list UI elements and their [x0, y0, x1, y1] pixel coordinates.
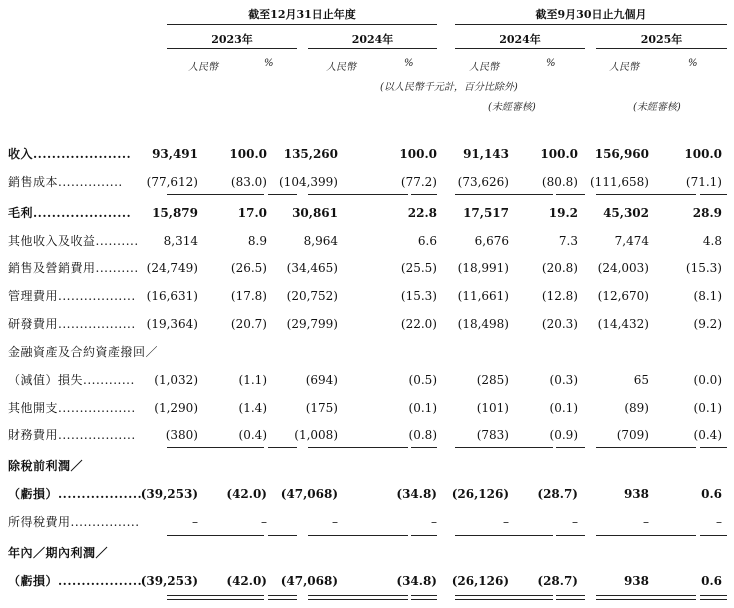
- table-row: [0, 316, 734, 332]
- table-cell: 6,676: [474, 234, 509, 248]
- table-row: [0, 260, 734, 276]
- table-row: [0, 205, 734, 221]
- table-cell: (26,126): [451, 487, 509, 501]
- table-cell: (18,991): [457, 261, 509, 275]
- table-cell: (1.1): [238, 373, 267, 387]
- year-rule-4: [596, 48, 727, 49]
- table-row: [0, 146, 734, 162]
- table-cell: (34.8): [396, 574, 437, 588]
- table-cell: (0.1): [408, 401, 437, 415]
- table-cell: –: [572, 515, 578, 529]
- col-label-rmb-1: 人民幣: [188, 62, 218, 73]
- table-row: [0, 458, 734, 474]
- table-cell: 938: [623, 574, 649, 588]
- table-cell: (0.8): [408, 428, 437, 442]
- table-cell: (16,631): [146, 289, 198, 303]
- table-cell: 4.8: [702, 234, 722, 248]
- row-label: 其他收入及收益..........: [8, 234, 139, 248]
- year-rule-3: [455, 48, 585, 49]
- table-cell: (47,068): [280, 487, 338, 501]
- header-rule-full-year: [167, 24, 437, 25]
- table-cell: (39,253): [140, 487, 198, 501]
- year-rule-1: [167, 48, 297, 49]
- table-cell: 7.3: [558, 234, 578, 248]
- table-cell: (1,008): [294, 428, 338, 442]
- table-cell: (12,670): [597, 289, 649, 303]
- period-full-year-header: 截至12月31日止年度: [248, 8, 356, 21]
- underline: [167, 194, 264, 195]
- table-cell: 17.0: [237, 206, 267, 220]
- row-label: 其他開支..................: [8, 401, 136, 415]
- table-cell: (1,290): [154, 401, 198, 415]
- row-label: 收入.....................: [8, 147, 132, 161]
- table-cell: 6.6: [417, 234, 437, 248]
- table-row: [0, 573, 734, 589]
- table-cell: (9.2): [693, 317, 722, 331]
- table-cell: (15.3): [685, 261, 722, 275]
- table-cell: 65: [633, 373, 649, 387]
- table-cell: 0.6: [701, 574, 722, 588]
- table-cell: (28.7): [537, 487, 578, 501]
- underline: [596, 194, 696, 195]
- underline: [167, 447, 264, 448]
- header-rule-nine-months: [455, 24, 727, 25]
- col-label-pct-3: %: [546, 58, 556, 69]
- table-cell: (29,799): [286, 317, 338, 331]
- table-cell: (20.8): [541, 261, 578, 275]
- underline: [596, 535, 696, 536]
- table-cell: (19,364): [146, 317, 198, 331]
- table-cell: (104,399): [279, 175, 338, 189]
- underline: [308, 194, 408, 195]
- table-cell: (47,068): [280, 574, 338, 588]
- table-cell: –: [261, 515, 267, 529]
- table-cell: (11,661): [457, 289, 509, 303]
- table-cell: (18,498): [457, 317, 509, 331]
- table-cell: (709): [616, 428, 649, 442]
- row-label: 所得稅費用................: [8, 515, 140, 529]
- underline: [308, 535, 408, 536]
- underline: [556, 535, 585, 536]
- table-cell: 100.0: [540, 147, 578, 161]
- table-row: [0, 486, 734, 502]
- underline: [455, 447, 553, 448]
- table-cell: (380): [165, 428, 198, 442]
- table-cell: (14,432): [597, 317, 649, 331]
- table-cell: (71.1): [685, 175, 722, 189]
- col-label-rmb-3: 人民幣: [469, 62, 499, 73]
- double-underline: [455, 595, 553, 600]
- underline: [455, 535, 553, 536]
- table-cell: (783): [476, 428, 509, 442]
- table-row: [0, 427, 734, 443]
- table-cell: (26,126): [451, 574, 509, 588]
- table-cell: (34.8): [396, 487, 437, 501]
- underline: [556, 447, 585, 448]
- table-cell: (15.3): [400, 289, 437, 303]
- table-cell: (89): [624, 401, 649, 415]
- table-cell: (8.1): [693, 289, 722, 303]
- table-cell: (20,752): [286, 289, 338, 303]
- underline: [700, 447, 727, 448]
- table-cell: (42.0): [226, 574, 267, 588]
- year-header-2024-nine: 2024年: [499, 33, 541, 46]
- underline: [455, 194, 553, 195]
- table-cell: 19.2: [548, 206, 578, 220]
- underline: [596, 447, 696, 448]
- table-cell: (34,465): [286, 261, 338, 275]
- table-cell: (28.7): [537, 574, 578, 588]
- table-cell: (0.4): [693, 428, 722, 442]
- table-cell: (0.1): [549, 401, 578, 415]
- table-cell: (0.3): [549, 373, 578, 387]
- row-label: （虧損）..................: [8, 487, 143, 501]
- table-cell: (0.0): [693, 373, 722, 387]
- table-cell: (285): [476, 373, 509, 387]
- table-cell: –: [192, 515, 198, 529]
- table-cell: (101): [476, 401, 509, 415]
- table-cell: (12.8): [541, 289, 578, 303]
- col-label-pct-1: %: [264, 58, 274, 69]
- col-label-pct-2: %: [404, 58, 414, 69]
- table-cell: 135,260: [283, 147, 338, 161]
- table-cell: (26.5): [230, 261, 267, 275]
- table-row: [0, 288, 734, 304]
- table-cell: (24,003): [597, 261, 649, 275]
- table-row: [0, 372, 734, 388]
- table-cell: 8,314: [163, 234, 198, 248]
- table-row: [0, 545, 734, 561]
- table-cell: (175): [305, 401, 338, 415]
- table-cell: 8.9: [247, 234, 267, 248]
- row-label: 除稅前利潤／: [8, 459, 84, 473]
- table-row: [0, 514, 734, 530]
- table-cell: (73,626): [457, 175, 509, 189]
- row-label: （減值）損失............: [8, 373, 135, 387]
- table-row: [0, 233, 734, 249]
- double-underline: [556, 595, 585, 600]
- table-cell: –: [332, 515, 338, 529]
- table-cell: (83.0): [230, 175, 267, 189]
- table-cell: (80.8): [541, 175, 578, 189]
- table-cell: (77.2): [400, 175, 437, 189]
- unit-note: (以人民幣千元計，百分比除外): [380, 82, 518, 93]
- year-rule-2: [308, 48, 437, 49]
- table-cell: (24,749): [146, 261, 198, 275]
- table-cell: (39,253): [140, 574, 198, 588]
- table-cell: (1,032): [154, 373, 198, 387]
- table-cell: 17,517: [463, 206, 509, 220]
- table-cell: –: [716, 515, 722, 529]
- row-label: 管理費用..................: [8, 289, 136, 303]
- double-underline: [411, 595, 437, 600]
- underline: [411, 535, 437, 536]
- double-underline: [308, 595, 408, 600]
- underline: [268, 194, 297, 195]
- underline: [268, 447, 297, 448]
- row-label: （虧損）..................: [8, 574, 143, 588]
- underline: [556, 194, 585, 195]
- table-cell: 0.6: [701, 487, 722, 501]
- table-cell: (0.1): [693, 401, 722, 415]
- table-cell: (17.8): [230, 289, 267, 303]
- table-cell: (20.7): [230, 317, 267, 331]
- table-row: [0, 400, 734, 416]
- row-label: 金融資產及合約資產撥回／: [8, 345, 159, 359]
- table-cell: –: [431, 515, 437, 529]
- table-cell: (694): [305, 373, 338, 387]
- table-cell: (42.0): [226, 487, 267, 501]
- underline: [268, 535, 297, 536]
- table-cell: –: [503, 515, 509, 529]
- double-underline: [700, 595, 727, 600]
- row-label: 銷售及營銷費用..........: [8, 261, 139, 275]
- underline: [700, 535, 727, 536]
- underline: [411, 194, 437, 195]
- table-cell: 91,143: [463, 147, 509, 161]
- table-cell: 156,960: [594, 147, 649, 161]
- table-cell: (22.0): [400, 317, 437, 331]
- underline: [167, 535, 264, 536]
- row-label: 年內／期內利潤／: [8, 546, 109, 560]
- table-cell: 45,302: [603, 206, 649, 220]
- year-header-2023: 2023年: [211, 33, 253, 46]
- row-label: 財務費用..................: [8, 428, 136, 442]
- table-row: [0, 174, 734, 190]
- col-label-pct-4: %: [688, 58, 698, 69]
- year-header-2024-full: 2024年: [351, 33, 394, 46]
- table-cell: (1.4): [238, 401, 267, 415]
- row-label: 毛利.....................: [8, 206, 132, 220]
- table-cell: 100.0: [399, 147, 437, 161]
- unaudited-note-2024: (未經審核): [488, 102, 536, 113]
- table-cell: 28.9: [692, 206, 722, 220]
- double-underline: [596, 595, 696, 600]
- row-label: 銷售成本...............: [8, 175, 123, 189]
- period-nine-months-header: 截至9月30日止九個月: [535, 8, 647, 21]
- double-underline: [268, 595, 297, 600]
- table-cell: 30,861: [292, 206, 338, 220]
- unaudited-note-2025: (未經審核): [633, 102, 681, 113]
- col-label-rmb-4: 人民幣: [609, 62, 639, 73]
- year-header-2025: 2025年: [640, 33, 683, 46]
- table-cell: (0.5): [408, 373, 437, 387]
- table-cell: (20.3): [541, 317, 578, 331]
- table-cell: (77,612): [146, 175, 198, 189]
- table-cell: 7,474: [614, 234, 649, 248]
- row-label: 研發費用..................: [8, 317, 136, 331]
- table-cell: 8,964: [303, 234, 338, 248]
- underline: [411, 447, 437, 448]
- table-cell: 938: [623, 487, 649, 501]
- table-cell: 93,491: [152, 147, 198, 161]
- table-cell: (111,658): [590, 175, 649, 189]
- table-cell: (0.4): [238, 428, 267, 442]
- table-cell: 15,879: [152, 206, 198, 220]
- table-cell: 100.0: [684, 147, 722, 161]
- table-cell: 100.0: [229, 147, 267, 161]
- underline: [700, 194, 727, 195]
- double-underline: [167, 595, 264, 600]
- col-label-rmb-2: 人民幣: [326, 62, 356, 73]
- underline: [308, 447, 408, 448]
- table-row: [0, 344, 734, 360]
- table-cell: 22.8: [407, 206, 437, 220]
- table-cell: (0.9): [549, 428, 578, 442]
- table-cell: (25.5): [400, 261, 437, 275]
- table-cell: –: [643, 515, 649, 529]
